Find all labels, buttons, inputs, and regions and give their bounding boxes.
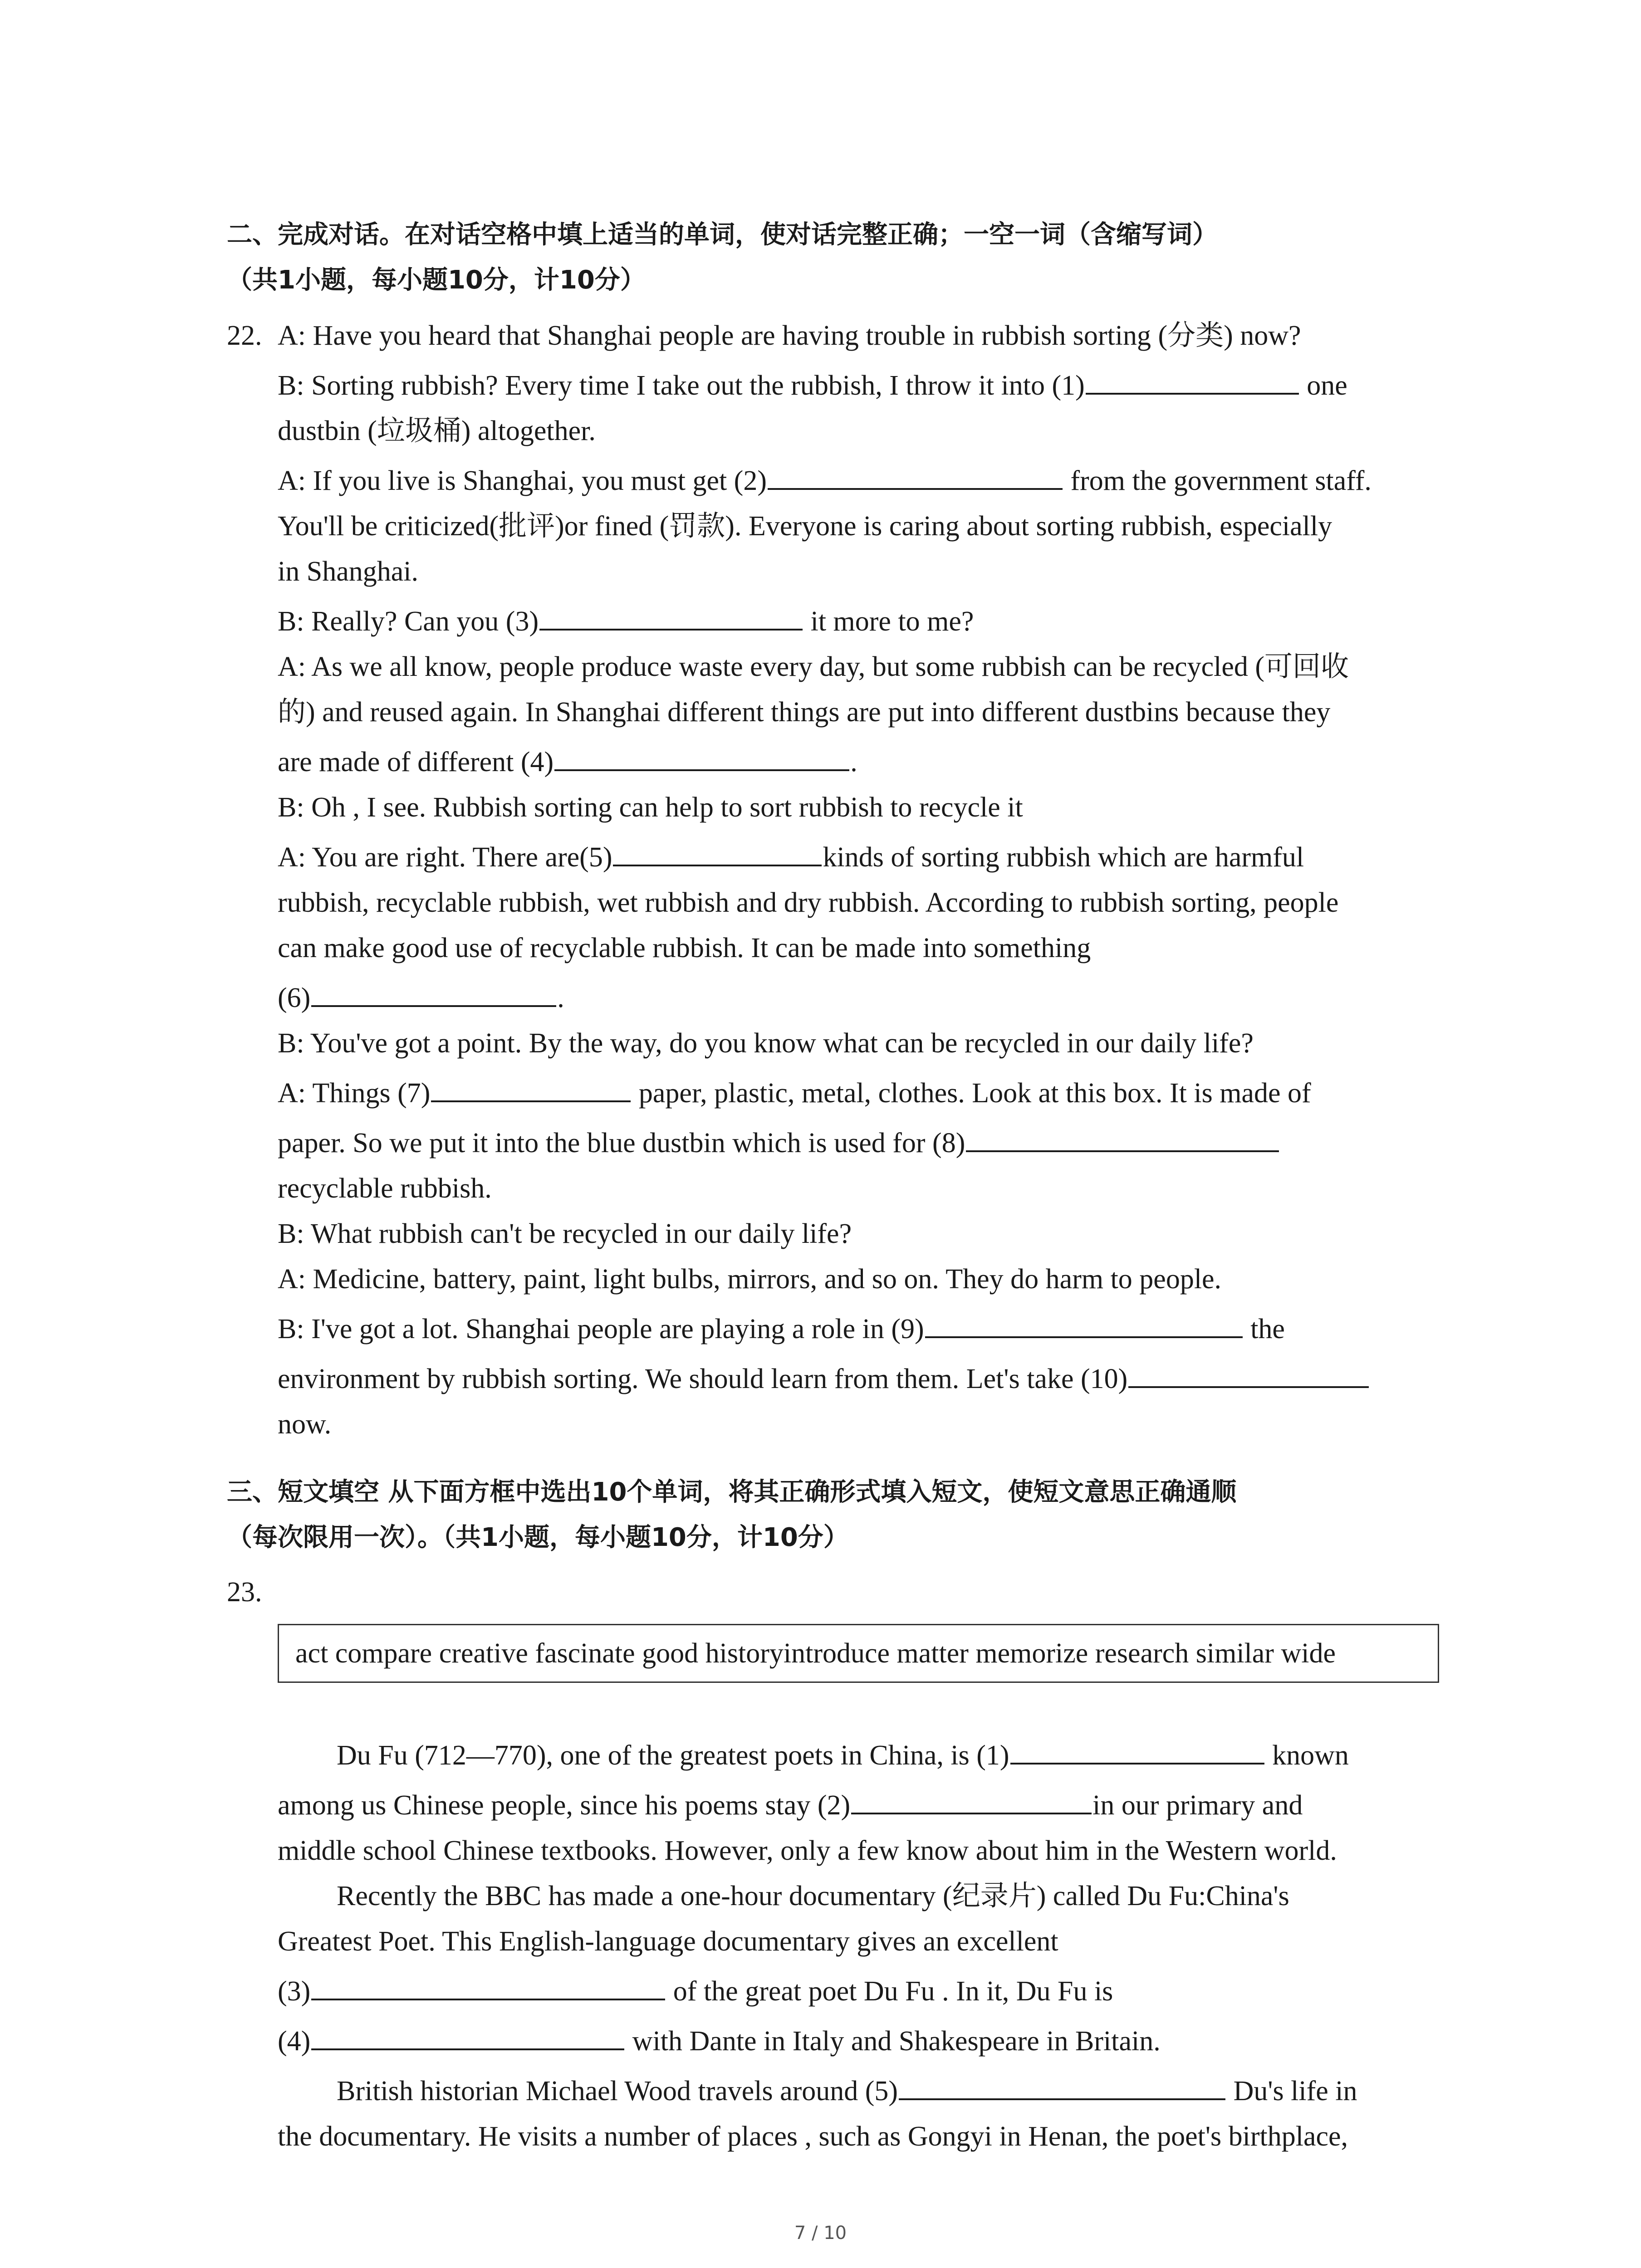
answer-blank-23-3[interactable] xyxy=(311,1970,665,2000)
dialogue-line: A: As we all know, people produce waste every day, but some rubbish can be recycled (可回收 xyxy=(278,651,1349,682)
section-heading-2-line2: （共1小题，每小题10分，计10分） xyxy=(227,265,646,295)
section-heading-3 xyxy=(227,1470,1461,1560)
dialogue-line: can make good use of recyclable rubbish. It can be made into something xyxy=(278,933,1091,963)
dialogue-line: You'll be criticized(批评)or fined (罚款). Everyone is caring about sorting rubbish, especially xyxy=(278,511,1332,542)
dialogue-line: B: You've got a point. By the way, do you know what can be recycled in our daily life? xyxy=(278,1028,1254,1059)
answer-blank-22-7[interactable] xyxy=(431,1072,631,1102)
dialogue-line: recyclable rubbish. xyxy=(278,1173,492,1204)
answer-blank-23-1[interactable] xyxy=(1010,1735,1264,1765)
section-heading-3-line2: （每次限用一次）。（共1小题，每小题10分，计10分） xyxy=(227,1523,849,1552)
answer-blank-22-8[interactable] xyxy=(966,1122,1279,1152)
dialogue-line: A: Things (7) paper, plastic, metal, clothes. Look at this box. It is made of xyxy=(278,1070,1311,1116)
answer-blank-22-6[interactable] xyxy=(311,977,556,1007)
answer-blank-22-4[interactable] xyxy=(554,741,849,771)
dialogue-line: paper. So we put it into the blue dustbin which is used for (8) xyxy=(278,1120,1280,1166)
section-heading-3-line1: 三、短文填空 从下面方框中选出10个单词，将其正确形式填入短文，使短文意思正确通顺 xyxy=(227,1477,1237,1507)
dialogue-line: now. xyxy=(278,1409,332,1440)
dialogue-line: are made of different (4) . xyxy=(278,739,857,785)
dialogue-line: A: Medicine, battery, paint, light bulbs, mirrors, and so on. They do harm to people. xyxy=(278,1264,1222,1295)
passage-line: Greatest Poet. This English-language documentary gives an excellent xyxy=(278,1926,1058,1957)
dialogue-line: B: Sorting rubbish? Every time I take out the rubbish, I throw it into (1) one xyxy=(278,363,1347,408)
passage-line: the documentary. He visits a number of places , such as Gongyi in Henan, the poet's birthplace, xyxy=(278,2121,1348,2152)
dialogue-line: in Shanghai. xyxy=(278,556,418,587)
word-bank-box xyxy=(278,1624,1439,1683)
passage-line: middle school Chinese textbooks. However, only a few know about him in the Western world. xyxy=(278,1835,1337,1866)
passage-line: among us Chinese people, since his poems stay (2) in our primary and xyxy=(278,1783,1303,1828)
answer-blank-23-2[interactable] xyxy=(851,1784,1092,1814)
dialogue-line: environment by rubbish sorting. We should learn from them. Let's take (10) xyxy=(278,1356,1370,1402)
answer-blank-23-5[interactable] xyxy=(899,2070,1225,2100)
answer-blank-22-3[interactable] xyxy=(539,601,803,631)
passage-line: (3) of the great poet Du Fu . In it, Du Fu is xyxy=(278,1969,1113,2014)
section-heading-2-line1: 二、完成对话。在对话空格中填上适当的单词，使对话完整正确；一空一词（含缩写词） xyxy=(227,220,1218,249)
dialogue-line: B: What rubbish can't be recycled in our daily life? xyxy=(278,1218,852,1249)
word-bank-text: act compare creative fascinate good historyintroduce matter memorize research similar wide xyxy=(295,1638,1336,1669)
passage-line: (4) with Dante in Italy and Shakespeare in Britain. xyxy=(278,2019,1161,2064)
answer-blank-23-4[interactable] xyxy=(311,2020,624,2050)
answer-blank-22-2[interactable] xyxy=(768,460,1063,490)
dialogue-line: A: You are right. There are(5) kinds of sorting rubbish which are harmful xyxy=(278,835,1304,880)
answer-blank-22-5[interactable] xyxy=(613,836,822,866)
dialogue-line: rubbish, recyclable rubbish, wet rubbish and dry rubbish. According to rubbish sorting, people xyxy=(278,887,1339,918)
dialogue-line: 的) and reused again. In Shanghai different things are put into different dustbins because they xyxy=(278,697,1331,728)
page-number: 7 / 10 xyxy=(794,2223,847,2244)
answer-blank-22-1[interactable] xyxy=(1086,365,1299,395)
dialogue-line: B: I've got a lot. Shanghai people are playing a role in (9) the xyxy=(278,1306,1285,1352)
dialogue-line: dustbin (垃圾桶) altogether. xyxy=(278,415,596,446)
passage-line: Du Fu (712—770), one of the greatest poets in China, is (1) known xyxy=(337,1733,1349,1778)
dialogue-line: A: Have you heard that Shanghai people are having trouble in rubbish sorting (分类) now? xyxy=(278,320,1301,351)
passage-line: British historian Michael Wood travels around (5) Du's life in xyxy=(337,2068,1357,2114)
answer-blank-22-10[interactable] xyxy=(1128,1358,1369,1388)
dialogue-line: (6) . xyxy=(278,975,564,1021)
passage-line: Recently the BBC has made a one-hour documentary (纪录片) called Du Fu:China's xyxy=(337,1881,1289,1911)
dialogue-line: B: Really? Can you (3) it more to me? xyxy=(278,599,974,644)
answer-blank-22-9[interactable] xyxy=(925,1308,1243,1338)
section-heading-2 xyxy=(227,212,1461,303)
question-number-23: 23. xyxy=(227,1577,262,1608)
question-number-22: 22. xyxy=(227,320,262,351)
dialogue-line: B: Oh , I see. Rubbish sorting can help to sort rubbish to recycle it xyxy=(278,792,1023,823)
dialogue-line: A: If you live is Shanghai, you must get (2) from the government staff. xyxy=(278,458,1372,503)
